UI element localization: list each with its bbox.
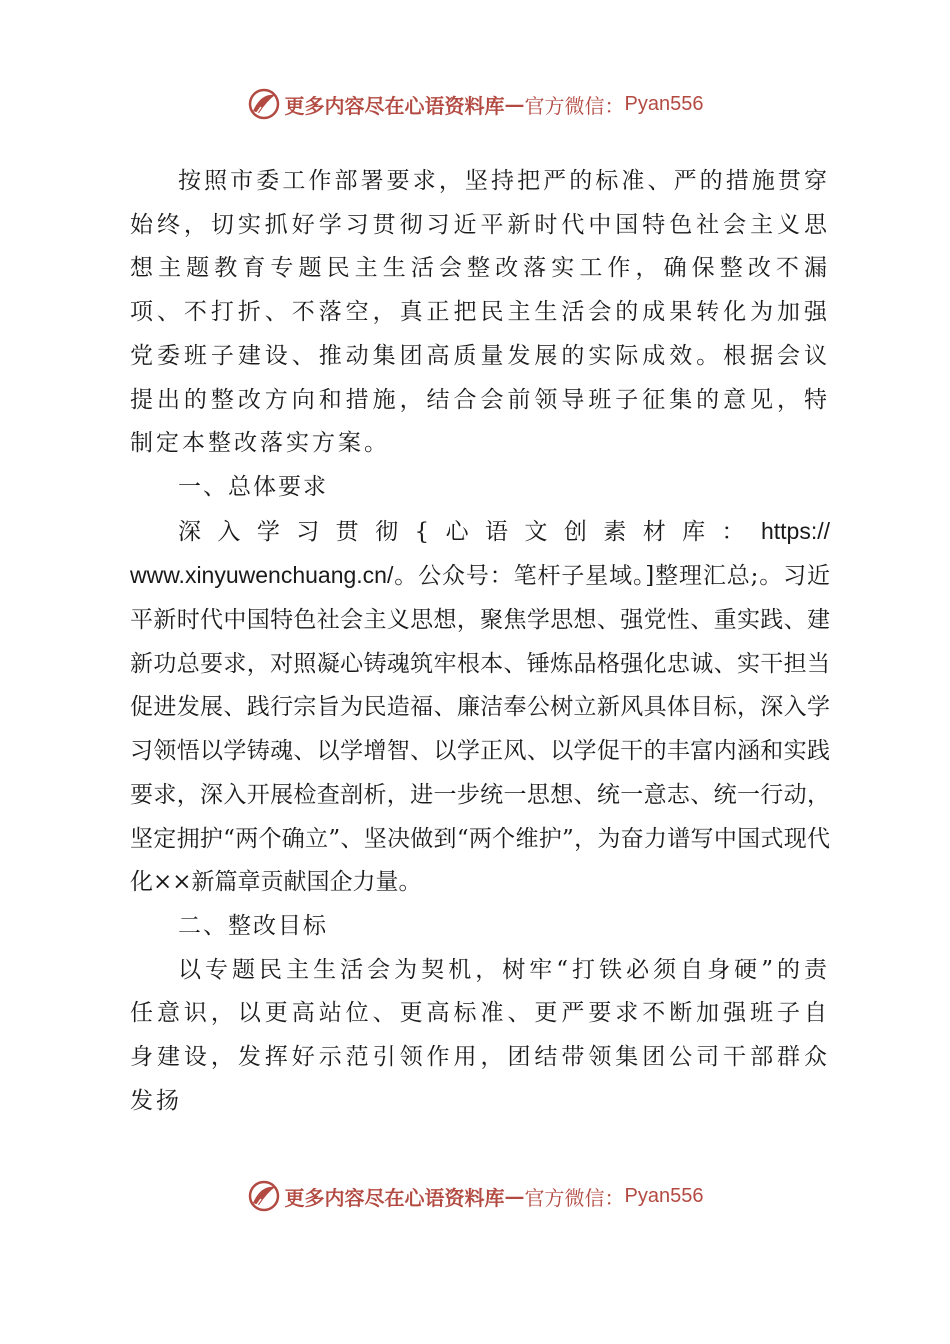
footer-banner — [0, 1174, 950, 1218]
banner-title: 更多内容尽在心语资料库 — [284, 1185, 505, 1210]
document-body — [130, 160, 830, 1123]
banner-title: 更多内容尽在心语资料库 — [284, 93, 505, 118]
banner-wechat-id: Pyan556 — [624, 92, 704, 115]
section-heading-2: 二、整改目标 — [178, 912, 328, 939]
pen-logo-icon — [247, 1179, 281, 1213]
paragraph-requirements — [130, 510, 830, 905]
banner-dash: — — [504, 1184, 525, 1208]
paragraph-lead: 深入学习贯彻 — [178, 518, 415, 545]
banner-wechat-id: Pyan556 — [624, 1184, 704, 1207]
paragraph-body: 习近平新时代中国特色社会主义思想，聚焦学思想、强党性、重实践、建新功总要求，对照凝心铸魂筑牢根本、锤炼品格强化忠诚、实干担当促进发展、践行宗旨为民造福、廉洁奉公树立新风具体目标，深入学习领悟以学铸魂、以学增智、以学正风、以学促干的丰富内涵和实践要求，深入开展检查剖析，进一步统一思想、统一意志、统一行动，坚定拥护“两个确立”、坚决做到“两个维护”，为奋力谱写中国式现代化××新篇章贡献国企力量。 — [130, 563, 830, 896]
source-note-bracket: {心语文创素材库： — [414, 518, 761, 545]
banner-wechat-label: 官方微信： — [524, 93, 625, 118]
paragraph-intro: 按照市委工作部署要求，坚持把严的标准、严的措施贯穿始终，切实抓好学习贯彻习近平新时代中国特色社会主义思想主题教育专题民主生活会整改落实工作，确保整改不漏项、不打折、不落空，真正把民主生活会的成果转化为加强党委班子建设、推动集团高质量发展的实际成效。根据会议提出的整改方向和措施，结合会前领导班子征集的意见，特制定本整改落实方案。 — [130, 168, 830, 457]
banner-dash: — — [504, 92, 525, 116]
pen-logo-icon — [247, 87, 281, 121]
source-url: https://www.xinyuwenchuang.cn/ — [130, 517, 830, 589]
header-banner — [0, 82, 950, 126]
source-note-tail: 。公众号：笔杆子星域。]整理汇总;。 — [393, 563, 784, 590]
paragraph-goals: 以专题民主生活会为契机，树牢“打铁必须自身硬”的责任意识，以更高站位、更高标准、更严要求不断加强班子自身建设，发挥好示范引领作用，团结带领集团公司干部群众发扬 — [130, 956, 830, 1114]
section-heading-1: 一、总体要求 — [178, 473, 328, 500]
banner-wechat-label: 官方微信： — [524, 1185, 625, 1210]
